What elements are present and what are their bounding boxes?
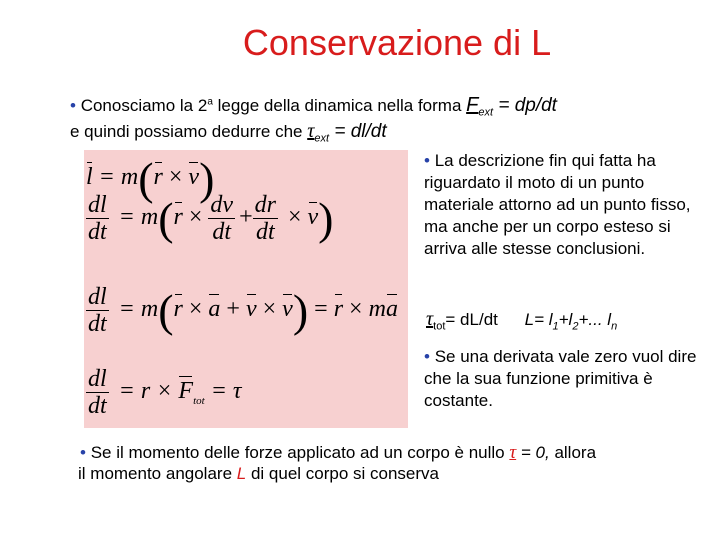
tau-tot-symbol: τ [426,308,434,330]
force-eq: = dp/dt [493,95,557,116]
eq3-a: a [208,296,221,323]
tau-sub: ext [314,132,330,145]
eq2-dr: dr [254,192,276,218]
eq2-dt: dt [212,219,232,245]
eq3-frac [86,284,109,337]
eq3-eq: = m [112,296,159,323]
eq2-dt2: dt [255,219,275,245]
eq3-eq2: = [308,296,334,323]
bullet-description [424,150,700,260]
tau-eq: = dl/dt [329,121,387,142]
bullet-derivative [424,346,700,412]
L-sum: L= l [524,310,553,329]
eq1-v: v [188,164,200,191]
bullet1-text: Conosciamo la 2 [80,96,208,115]
eq2-den: dt [88,219,107,245]
eq3-times3: × [343,296,369,323]
bullet-conservation [80,442,596,464]
bullet1-sup: a [207,96,213,108]
eq4-frac [86,366,109,419]
force-symbol: F [466,94,479,116]
eq2-frac-dv-dt [208,192,235,245]
eq1-times: × [162,164,189,191]
eq4-tau: = τ [204,378,242,405]
eq1-r: r [153,164,163,191]
page-title: Conservazione di L [242,22,552,63]
eq3-num: dl [88,284,107,310]
bullet-newton-law [70,94,557,118]
bullet2-text: La descrizione fin qui fatta ha riguardato il moto di un punto materiale attorno ad un punto fisso, ma anche per un corpo esteso si arriva alle stesse conclusioni. [424,151,691,258]
bullet4-line2 [78,464,439,484]
ln-dots: +... l [578,310,612,329]
l2-plus: +l [558,310,573,329]
bullet4-text: Se il momento delle forze applicato ad un corpo è nullo [90,443,510,462]
l1-sub: 1 [552,320,559,333]
bullet-icon: • [424,347,430,366]
eq4-F: F [178,378,194,405]
eq3-v2: v [282,296,293,323]
bullet4-zero: = 0, [516,443,550,462]
equations-box [84,150,408,428]
bullet4-L: L [236,464,247,483]
bullet4-line2a: il momento angolare [78,464,237,483]
eq3-times: × [182,296,209,323]
equation-3 [86,284,398,337]
deduction-line [70,120,387,144]
tau-tot-eq: = dL/dt [445,310,498,329]
tau-tot-line [426,308,617,332]
eq3-plus: + [220,296,246,323]
eq3-r2: r [333,296,344,323]
eq2-rparen: ) [318,193,334,244]
bullet4-line2b: di quel corpo si conserva [246,464,440,483]
eq3-den: dt [88,311,107,337]
ln-sub: n [611,320,618,333]
eq2-eq: = m [112,204,159,231]
bullet-icon: • [80,443,86,462]
eq3-times2: × [256,296,283,323]
eq2-num: dl [88,192,107,218]
eq1-l: l [86,164,93,191]
eq4-den: dt [88,393,107,419]
eq2-times: × [182,204,209,231]
eq2-plus: + [239,204,253,231]
equation-4 [86,366,242,419]
eq3-m: m [368,296,386,323]
eq3-v1: v [245,296,257,323]
bullet4-allora: allora [549,443,597,462]
bullet3-text: Se una derivata vale zero vuol dire che la sua funzione primitiva è costante. [424,347,697,410]
l2-sub: 2 [572,320,579,333]
eq2-r: r [173,204,183,231]
eq2-times2: × [281,204,308,231]
eq4-num: dl [88,366,107,392]
line2-text: e quindi possiamo dedurre che [70,122,308,141]
eq3-a2: a [385,296,398,323]
eq4-tot: tot [193,394,205,407]
eq3-rparen: ) [292,285,309,336]
eq3-r: r [173,296,183,323]
bullet-icon: • [424,151,430,170]
eq1-rparen: ) [199,153,215,204]
bullet4-tau: τ [509,442,517,463]
eq2-lparen: ( [158,193,174,244]
tau-symbol: τ [307,120,315,142]
eq2-frac-dr-dt [253,192,278,245]
eq1-eq: = m [92,164,139,191]
tau-tot-sub: tot [433,320,446,333]
bullet-icon: • [70,96,76,115]
equation-2 [86,192,334,245]
eq2-dv: dv [210,192,234,218]
eq2-frac-dl-dt [86,192,109,245]
eq1-lparen: ( [138,153,154,204]
eq2-v: v [307,204,319,231]
force-sub: ext [478,106,494,119]
eq4-eq: = r × [112,378,179,405]
bullet1-text2: legge della dinamica nella forma [212,96,467,115]
eq3-lparen: ( [158,285,174,336]
